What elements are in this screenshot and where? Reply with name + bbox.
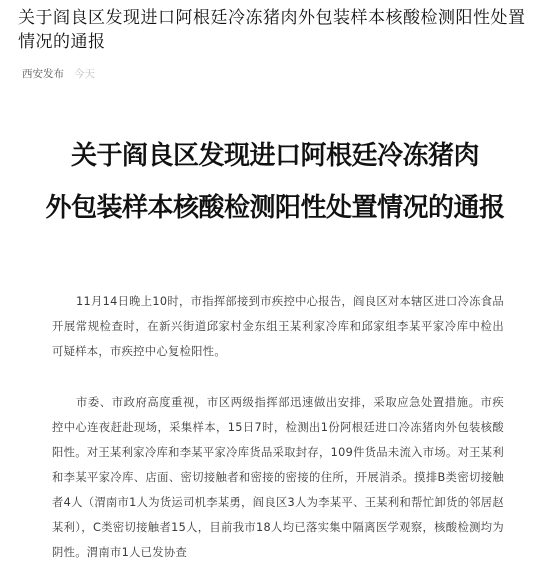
body-paragraph-2: 市委、市政府高度重视，市区两级指挥部迅速做出安排，采取应急处置措施。市疾控中心连夜赶赴现场，采集样本，15日7时，检测出1份阿根廷进口冷冻猪肉外包装核酸阳性。对王某利家冷库和李某平家冷库货品采取封存，109件货品未流入市场。对王某利和李某平家冷库、店面、密切接触者和密接的密接的住所，开展消杀。摸排B类密切接触者4人（渭南市1人为货运司机李某勇，阎良区3人为李某平、王某利和帮忙卸货的邻居赵某利），C类密切接触者15人，目前我市18人均已落实集中隔离医学观察，核酸检测均为阴性。渭南市1人已发协查 (52, 396, 504, 559)
notice-title-line-2: 外包装样本核酸检测阳性处置情况的通报 (45, 193, 505, 223)
source-name[interactable]: 西安发布 (22, 68, 64, 80)
notice-title-line-1: 关于阎良区发现进口阿根廷冷冻猪肉 (70, 141, 479, 171)
article-title: 关于阎良区发现进口阿根廷冷冻猪肉外包装样本核酸检测阳性处置情况的通报 (18, 8, 526, 52)
publish-time: 今天 (74, 68, 95, 80)
body-paragraph-1: 11月14日晚上10时，市指挥部接到市疾控中心报告，阎良区对本辖区进口冷冻食品开展常规检查时，在新兴街道邱家村金东组王某利家冷库和邱家组李某平家冷库中检出可疑样本，市疾控中心复检阳性。 (52, 295, 504, 358)
article-meta (22, 66, 95, 81)
